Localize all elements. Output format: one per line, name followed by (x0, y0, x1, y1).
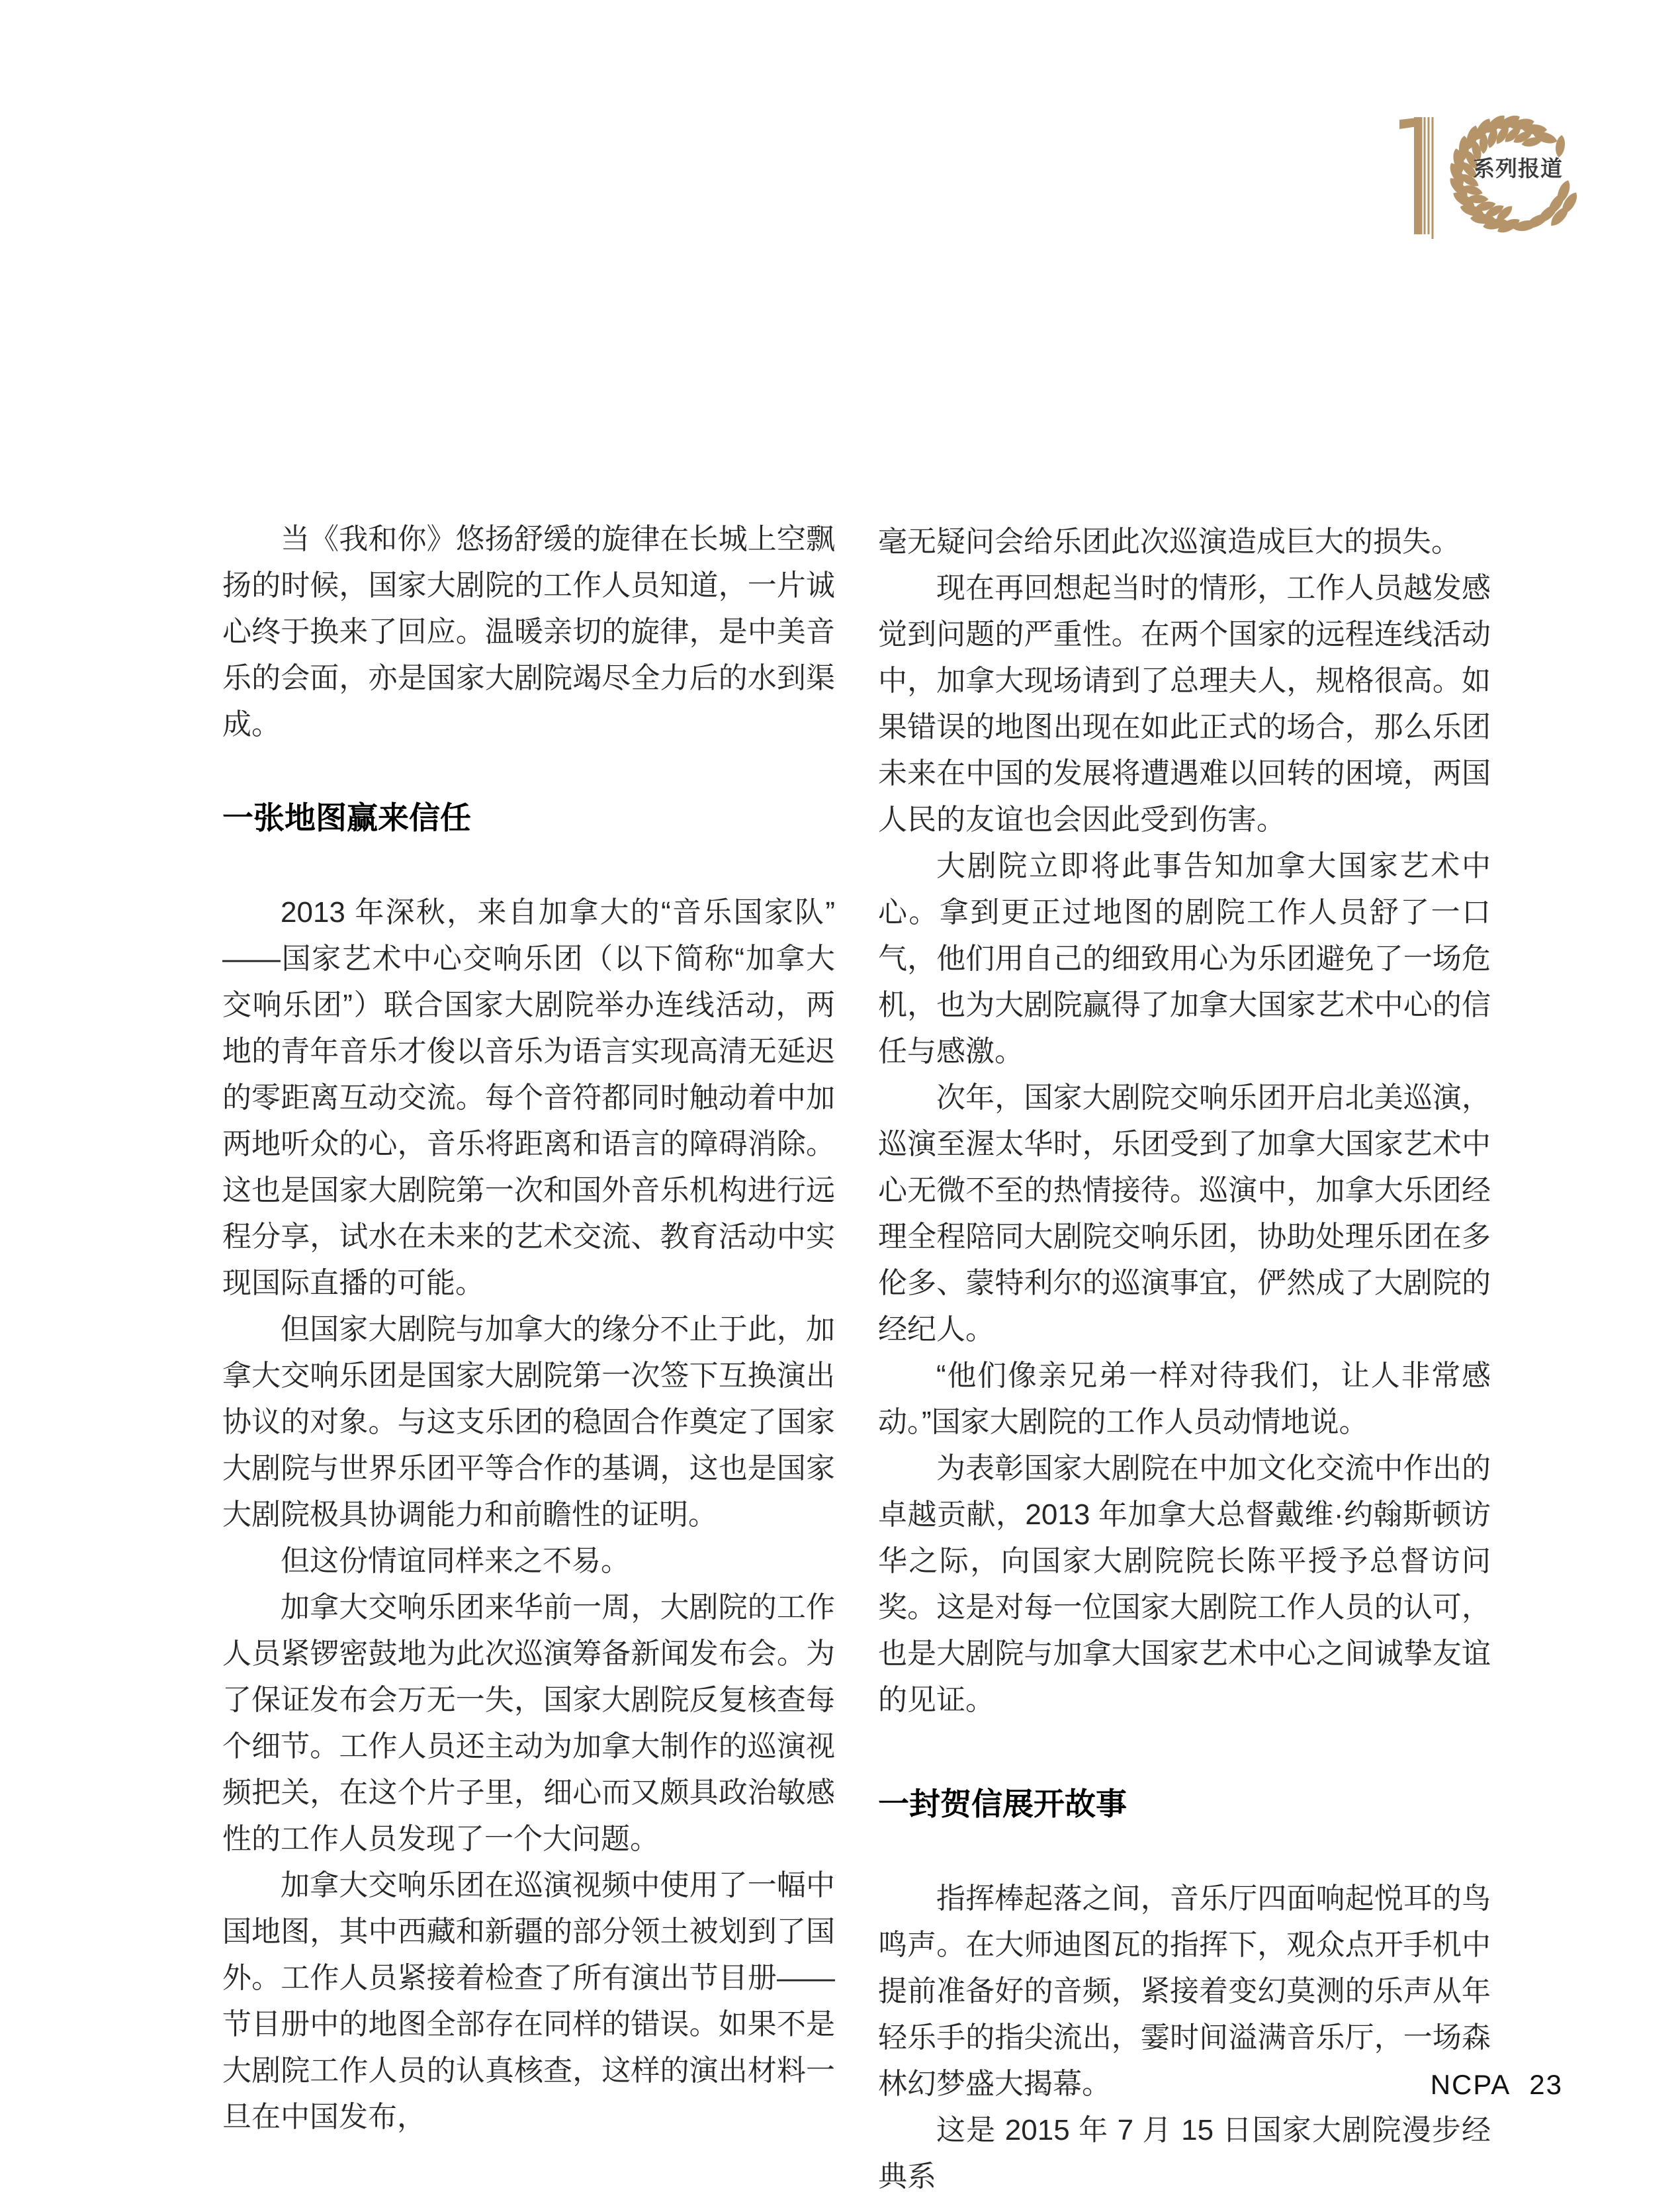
body-paragraph: 大剧院立即将此事告知加拿大国家艺术中心。拿到更正过地图的剧院工作人员舒了一口气，他们用自己的细致用心为乐团避免了一场危机，也为大剧院赢得了加拿大国家艺术中心的信任与感激。 (878, 850, 1491, 1068)
body-paragraph: 为表彰国家大剧院在中加文化交流中作出的卓越贡献，2013 年加拿大总督戴维·约翰斯顿访华之际，向国家大剧院院长陈平授予总督访问奖。这是对每一位国家大剧院工作人员的认可，也是大剧院与加拿大国家艺术中心之间诚挚友谊的见证。 (878, 1452, 1491, 1716)
footer-page-number: 23 (1529, 2069, 1563, 2100)
section-heading-map-trust: 一张地图赢来信任 (222, 800, 471, 835)
digit-one-graphic (1399, 117, 1434, 239)
body-paragraph: 加拿大交响乐团来华前一周，大剧院的工作人员紧锣密鼓地为此次巡演筹备新闻发布会。为了保证发布会万无一失，国家大剧院反复核查每个细节。工作人员还主动为加拿大制作的巡演视频把关，在这个片子里，细心而又颇具政治敏感性的工作人员发现了一个大问题。 (222, 1591, 835, 1855)
body-paragraph: 当《我和你》悠扬舒缓的旋律在长城上空飘扬的时候，国家大剧院的工作人员知道，一片诚心终于换来了回应。温暖亲切的旋律，是中美音乐的会面，亦是国家大剧院竭尽全力后的水到渠成。 (222, 523, 835, 741)
body-paragraph: 指挥棒起落之间，音乐厅四面响起悦耳的鸟鸣声。在大师迪图瓦的指挥下，观众点开手机中提前准备好的音频，紧接着变幻莫测的乐声从年轻乐手的指尖流出，霎时间溢满音乐厅，一场森林幻梦盛大揭幕。 (878, 1882, 1491, 2100)
body-paragraph: 次年，国家大剧院交响乐团开启北美巡演，巡演至渥太华时，乐团受到了加拿大国家艺术中心无微不至的热情接待。巡演中，加拿大乐团经理全程陪同大剧院交响乐团，协助处理乐团在多伦多、蒙特利尔的巡演事宜，俨然成了大剧院的经纪人。 (878, 1081, 1491, 1346)
body-paragraph: 2013 年深秋，来自加拿大的“音乐国家队”——国家艺术中心交响乐团（以下简称“加拿大交响乐团”）联合国家大剧院举办连线活动，两地的青年音乐才俊以音乐为语言实现高清无延迟的零距离互动交流。每个音符都同时触动着中加两地听众的心，音乐将距离和语言的障碍消除。这也是国家大剧院第一次和国外音乐机构进行远程分享，试水在未来的艺术交流、教育活动中实现国际直播的可能。 (222, 896, 835, 1299)
body-paragraph: 但这份情谊同样来之不易。 (281, 1545, 630, 1577)
body-paragraph: “他们像亲兄弟一样对待我们，让人非常感动。”国家大剧院的工作人员动情地说。 (878, 1359, 1491, 1438)
article-right-column (878, 519, 1491, 2200)
body-paragraph: 这是 2015 年 7 月 15 日国家大剧院漫步经典系 (878, 2114, 1491, 2193)
body-paragraph: 加拿大交响乐团在巡演视频中使用了一幅中国地图，其中西藏和新疆的部分领土被划到了国外。工作人员紧接着检查了所有演出节目册——节目册中的地图全部存在同样的错误。如果不是大剧院工作人员的认真核查，这样的演出材料一旦在中国发布， (222, 1869, 835, 2133)
body-paragraph: 现在再回想起当时的情形，工作人员越发感觉到问题的严重性。在两个国家的远程连线活动中，加拿大现场请到了总理夫人，规格很高。如果错误的地图出现在如此正式的场合，那么乐团未来在中国的发展将遭遇难以回转的困境，两国人民的友谊也会因此受到伤害。 (878, 572, 1491, 836)
series-label: 系列报道 (1473, 156, 1563, 181)
page-footer (1431, 2069, 1563, 2101)
article-left-column (222, 516, 835, 2140)
section-heading-congratulation-letter: 一封贺信展开故事 (878, 1786, 1127, 1821)
body-paragraph: 但国家大剧院与加拿大的缘分不止于此，加拿大交响乐团是国家大剧院第一次签下互换演出协议的对象。与这支乐团的稳固合作奠定了国家大剧院与世界乐团平等合作的基调，这也是国家大剧院极具协调能力和前瞻性的证明。 (222, 1313, 835, 1531)
body-paragraph: 毫无疑问会给乐团此次巡演造成巨大的损失。 (878, 526, 1460, 558)
anniversary-badge (1390, 103, 1596, 250)
footer-brand: NCPA (1430, 2069, 1511, 2100)
